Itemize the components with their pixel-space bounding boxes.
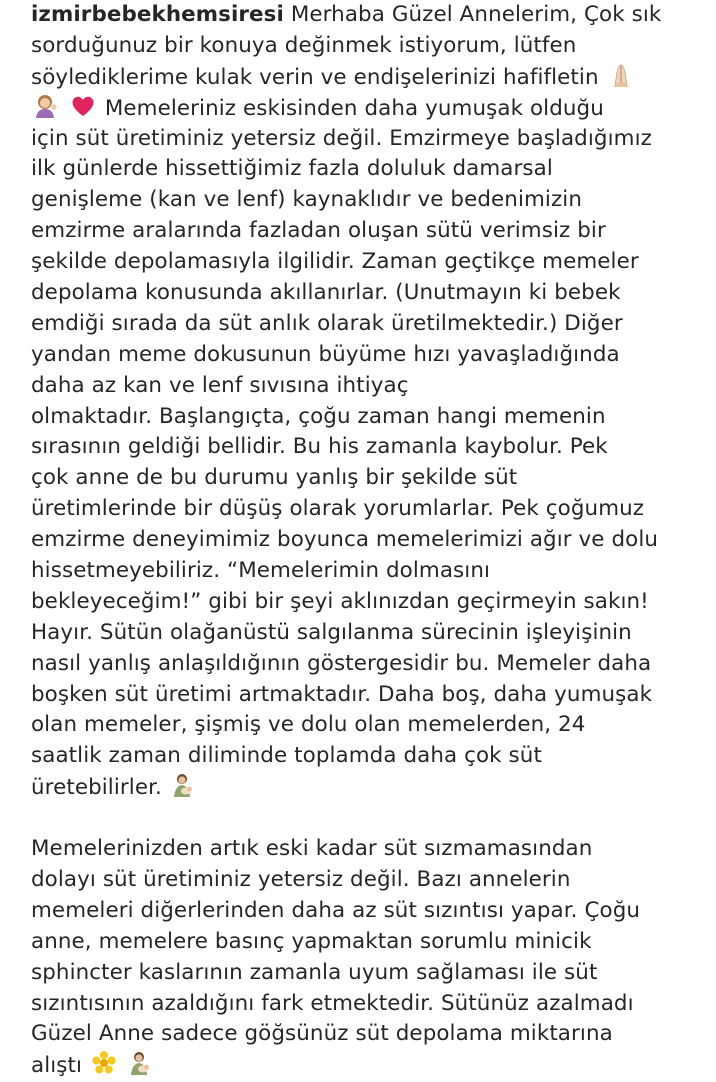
caption-line-23: boşken süt üretimi artmaktadır. Daha boş, daha yumuşak <box>31 681 653 707</box>
caption-line-7: genişleme (kan ve lenf) kaynaklıdır ve bedenimizin <box>31 187 582 213</box>
caption-line-34: alıştı <box>31 1050 711 1081</box>
caption-line-5: için süt üretiminiz yetersiz değil. Emzirmeye başladığımız <box>31 125 652 151</box>
caption-line-6: ilk günlerde hissettiğimiz fazla doluluk damarsal <box>31 156 553 182</box>
breast-feeding-icon <box>171 772 197 798</box>
caption-line-19: hissetmeyebiliriz. “Memelerimin dolmasını <box>31 558 491 584</box>
caption-line-22: nasıl yanlış anlaşıldığının göstergesidir bu. Memeler daha <box>31 650 652 676</box>
caption-line-30: anne, memelere basınç yapmaktan sorumlu minicik <box>31 928 592 954</box>
caption-line-11: emdiği sırada da süt anlık olarak üretilmektedir.) Diğer <box>31 310 623 336</box>
breast-feeding-icon <box>128 1050 154 1076</box>
caption-line-21: Hayır. Sütün olağanüstü salgılanma sürecinin işleyişinin <box>31 619 632 645</box>
caption-line-4: Memeleriniz eskisinden daha yumuşak olduğu <box>31 93 711 124</box>
blossom-icon <box>91 1050 117 1076</box>
caption-line-20: bekleyeceğim!” gibi bir şeyi aklınızdan geçirmeyin sakın! <box>31 588 649 614</box>
caption-line-17: üretimlerinde bir düşüş olarak yorumlarlar. Pek çoğumuz <box>31 496 645 522</box>
caption-line-13: daha az kan ve lenf sıvısına ihtiyaç <box>31 372 409 398</box>
paragraph-gap <box>31 803 711 834</box>
caption-line-14: olmaktadır. Başlangıçta, çoğu zaman hangi memenin <box>31 403 606 429</box>
post-caption <box>31 0 711 1081</box>
caption-line-25: saatlik zaman diliminde toplamda daha çok süt <box>31 743 542 769</box>
caption-line-27: Memelerinizden artık eski kadar süt sızmamasından <box>31 836 593 862</box>
caption-line-26: üretebilirler. <box>31 772 711 803</box>
caption-line-12: yandan meme dokusunun büyüme hızı yavaşladığında <box>31 341 620 367</box>
red-heart-icon <box>70 93 96 119</box>
caption-line-24: olan memeler, şişmiş ve dolu olan memelerden, 24 <box>31 712 586 738</box>
caption-line-1: izmirbebekhemsiresi Merhaba Güzel Annelerim, Çok sık <box>31 2 662 27</box>
caption-line-8: emzirme aralarında fazladan oluşan sütü verimsiz bir <box>31 218 606 244</box>
caption-line-3: söylediklerime kulak verin ve endişelerinizi hafifletin <box>31 62 711 93</box>
caption-line-2: sorduğunuz bir konuya değinmek istiyorum, lütfen <box>31 32 577 58</box>
caption-line-16: çok anne de bu durumu yanlış bir şekilde süt <box>31 465 518 491</box>
caption-line-31: sphincter kaslarının zamanla uyum sağlaması ile süt <box>31 959 598 985</box>
woman-tipping-hand-icon <box>33 93 59 119</box>
caption-line-15: sırasının geldiği bellidir. Bu his zamanla kaybolur. Pek <box>31 434 608 460</box>
caption-line-10: depolama konusunda akıllanırlar. (Unutmayın ki bebek <box>31 280 621 306</box>
folded-hands-icon <box>608 62 634 88</box>
caption-line-28: dolayı süt üretiminiz yetersiz değil. Bazı annelerin <box>31 866 571 892</box>
caption-line-33: Güzel Anne sadece göğsünüz süt depolama miktarına <box>31 1021 613 1047</box>
caption-line-18: emzirme deneyimimiz boyunca memelerimizi ağır ve dolu <box>31 527 659 553</box>
username-link[interactable]: izmirbebekhemsiresi <box>31 2 284 27</box>
caption-line-29: memeleri diğerlerinden daha az süt sızıntısı yapar. Çoğu <box>31 897 641 923</box>
caption-line-32: sızıntısının azaldığını fark etmektedir. Sütünüz azalmadı <box>31 990 634 1016</box>
caption-line-9: şekilde depolamasıyla ilgilidir. Zaman geçtikçe memeler <box>31 249 639 275</box>
